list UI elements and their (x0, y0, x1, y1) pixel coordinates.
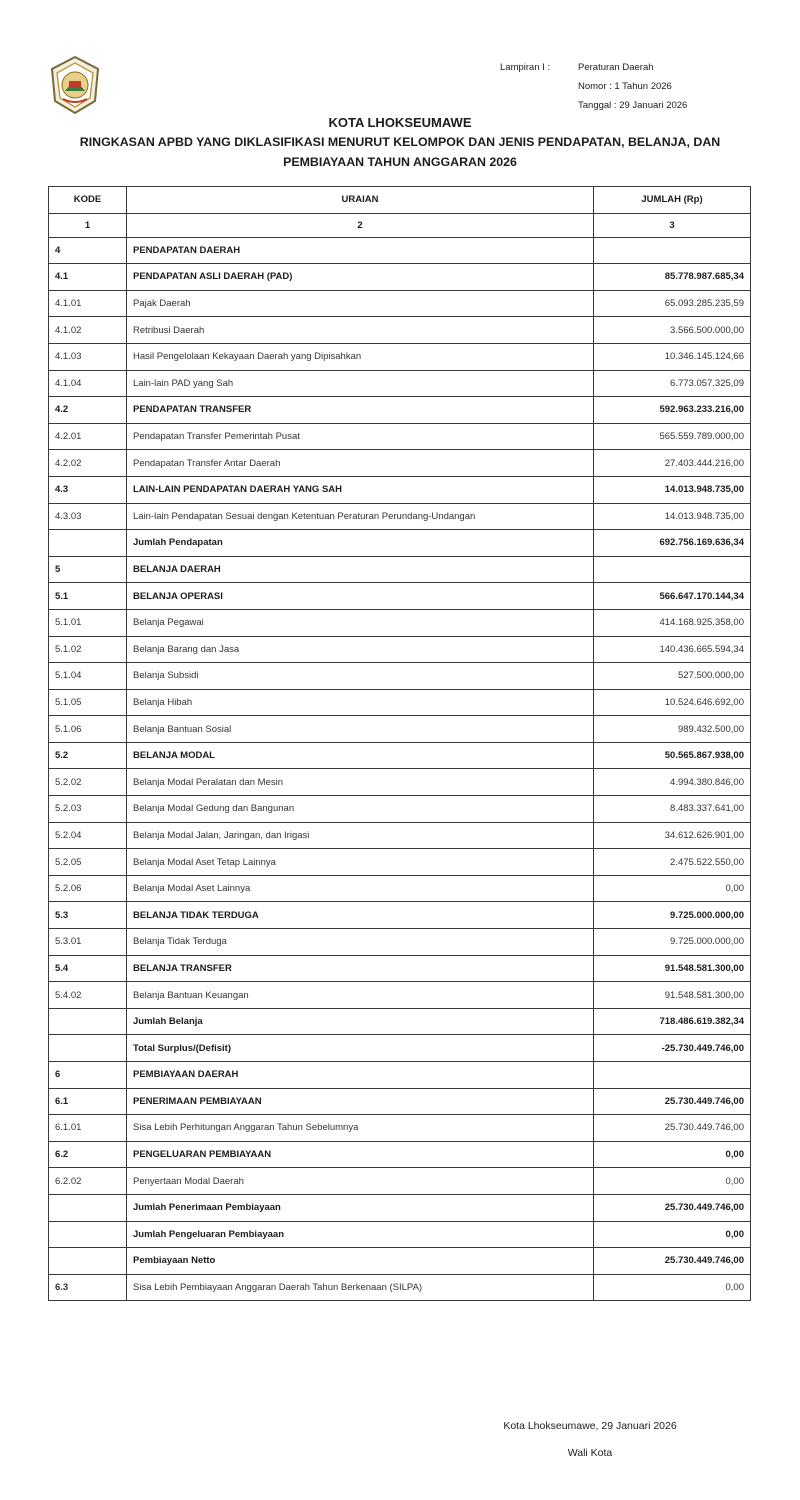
row-jumlah: 27.403.444.216,00 (594, 450, 751, 477)
row-kode: 5.4 (49, 955, 127, 982)
row-jumlah: 692.756.169.636,34 (594, 530, 751, 557)
row-jumlah: 14.013.948.735,00 (594, 503, 751, 530)
table-row (49, 1248, 751, 1275)
row-jumlah: 989.432.500,00 (594, 716, 751, 743)
table-row (49, 1274, 751, 1301)
row-jumlah: 0,00 (594, 1141, 751, 1168)
regulation-type: Peraturan Daerah (578, 62, 654, 73)
table-row (49, 370, 751, 397)
table-row (49, 822, 751, 849)
row-uraian: Belanja Modal Aset Lainnya (127, 875, 594, 902)
table-row (49, 317, 751, 344)
city-title: KOTA LHOKSEUMAWE (328, 115, 472, 130)
table-row (49, 503, 751, 530)
row-jumlah: 25.730.449.746,00 (594, 1248, 751, 1275)
row-uraian: PENDAPATAN DAERAH (127, 237, 594, 264)
table-header-row (49, 187, 751, 214)
row-jumlah: 9.725.000.000,00 (594, 929, 751, 956)
row-kode (49, 1035, 127, 1062)
row-jumlah: 0,00 (594, 1221, 751, 1248)
table-row (49, 1062, 751, 1089)
row-uraian: Jumlah Pengeluaran Pembiayaan (127, 1221, 594, 1248)
row-uraian: BELANJA MODAL (127, 742, 594, 769)
row-uraian: Belanja Barang dan Jasa (127, 636, 594, 663)
row-kode: 6 (49, 1062, 127, 1089)
row-kode: 4.1.01 (49, 290, 127, 317)
table-row (49, 955, 751, 982)
row-kode: 4.3 (49, 476, 127, 503)
row-jumlah: 25.730.449.746,00 (594, 1115, 751, 1142)
row-jumlah (594, 556, 751, 583)
row-kode: 4.3.03 (49, 503, 127, 530)
row-uraian: Belanja Modal Jalan, Jaringan, dan Irigasi (127, 822, 594, 849)
document-title-block (0, 114, 800, 172)
row-kode: 6.1.01 (49, 1115, 127, 1142)
regulation-number: Nomor : 1 Tahun 2026 (578, 81, 672, 92)
row-kode: 5.1.04 (49, 663, 127, 690)
attachment-label: Lampiran I : (500, 62, 551, 73)
row-kode: 5.3 (49, 902, 127, 929)
row-uraian: PENDAPATAN ASLI DAERAH (PAD) (127, 264, 594, 291)
row-uraian: Belanja Modal Aset Tetap Lainnya (127, 849, 594, 876)
row-uraian: Belanja Bantuan Keuangan (127, 982, 594, 1009)
row-jumlah (594, 1062, 751, 1089)
row-jumlah: -25.730.449.746,00 (594, 1035, 751, 1062)
table-row (49, 796, 751, 823)
row-kode: 6.2.02 (49, 1168, 127, 1195)
table-row (49, 583, 751, 610)
row-kode: 4 (49, 237, 127, 264)
signature-place-date: Kota Lhokseumawe, 29 Januari 2026 (503, 1420, 677, 1432)
table-row (49, 1115, 751, 1142)
row-kode: 6.1 (49, 1088, 127, 1115)
table-row (49, 769, 751, 796)
table-row (49, 264, 751, 291)
row-jumlah: 2.475.522.550,00 (594, 849, 751, 876)
row-uraian: LAIN-LAIN PENDAPATAN DAERAH YANG SAH (127, 476, 594, 503)
row-kode: 5.3.01 (49, 929, 127, 956)
city-emblem-logo (49, 55, 101, 115)
header-jumlah: JUMLAH (Rp) (594, 187, 751, 214)
table-row (49, 1194, 751, 1221)
row-kode (49, 1221, 127, 1248)
row-kode: 5.2.02 (49, 769, 127, 796)
row-jumlah: 9.725.000.000,00 (594, 902, 751, 929)
row-uraian: Pendapatan Transfer Antar Daerah (127, 450, 594, 477)
row-jumlah: 4.994.380.846,00 (594, 769, 751, 796)
table-row (49, 609, 751, 636)
row-uraian: Belanja Hibah (127, 689, 594, 716)
row-kode: 5.1.02 (49, 636, 127, 663)
row-jumlah: 10.524.646.692,00 (594, 689, 751, 716)
row-uraian: Sisa Lebih Perhitungan Anggaran Tahun Sebelumnya (127, 1115, 594, 1142)
row-kode: 5 (49, 556, 127, 583)
row-kode: 4.2.02 (49, 450, 127, 477)
table-row (49, 849, 751, 876)
row-uraian: Jumlah Belanja (127, 1008, 594, 1035)
row-kode: 5.4.02 (49, 982, 127, 1009)
table-row (49, 237, 751, 264)
row-uraian: BELANJA TIDAK TERDUGA (127, 902, 594, 929)
table-row (49, 742, 751, 769)
row-uraian: Belanja Subsidi (127, 663, 594, 690)
row-jumlah: 527.500.000,00 (594, 663, 751, 690)
row-jumlah: 14.013.948.735,00 (594, 476, 751, 503)
row-uraian: Pembiayaan Netto (127, 1248, 594, 1275)
row-jumlah: 414.168.925.358,00 (594, 609, 751, 636)
row-jumlah: 140.436.665.594,34 (594, 636, 751, 663)
row-uraian: Belanja Modal Peralatan dan Mesin (127, 769, 594, 796)
row-jumlah: 8.483.337.641,00 (594, 796, 751, 823)
table-row (49, 476, 751, 503)
row-jumlah: 91.548.581.300,00 (594, 955, 751, 982)
row-kode: 6.3 (49, 1274, 127, 1301)
row-kode: 5.2.05 (49, 849, 127, 876)
row-kode: 5.1.05 (49, 689, 127, 716)
table-row (49, 982, 751, 1009)
row-jumlah: 592.963.233.216,00 (594, 397, 751, 424)
column-number: 2 (127, 213, 594, 237)
row-uraian: Sisa Lebih Pembiayaan Anggaran Daerah Tahun Berkenaan (SILPA) (127, 1274, 594, 1301)
row-kode: 5.1.01 (49, 609, 127, 636)
row-jumlah: 25.730.449.746,00 (594, 1088, 751, 1115)
row-uraian: Pendapatan Transfer Pemerintah Pusat (127, 423, 594, 450)
row-uraian: BELANJA OPERASI (127, 583, 594, 610)
row-kode (49, 1008, 127, 1035)
row-jumlah: 10.346.145.124,66 (594, 343, 751, 370)
table-row (49, 423, 751, 450)
row-jumlah: 0,00 (594, 875, 751, 902)
row-jumlah: 0,00 (594, 1168, 751, 1195)
row-kode: 5.1 (49, 583, 127, 610)
row-kode: 4.1.03 (49, 343, 127, 370)
table-row (49, 636, 751, 663)
row-jumlah: 65.093.285.235,59 (594, 290, 751, 317)
row-uraian: Penyertaan Modal Daerah (127, 1168, 594, 1195)
document-title-line-2: PEMBIAYAAN TAHUN ANGGARAN 2026 (283, 155, 517, 169)
table-row (49, 1008, 751, 1035)
row-kode: 5.2.06 (49, 875, 127, 902)
header-kode: KODE (49, 187, 127, 214)
signatory-title: Wali Kota (567, 1447, 613, 1459)
apbd-summary-table (48, 186, 751, 1301)
row-jumlah: 0,00 (594, 1274, 751, 1301)
row-kode: 4.2.01 (49, 423, 127, 450)
row-kode (49, 1194, 127, 1221)
table-row (49, 1088, 751, 1115)
row-kode: 4.1 (49, 264, 127, 291)
row-uraian: PENDAPATAN TRANSFER (127, 397, 594, 424)
column-number: 1 (49, 213, 127, 237)
table-row (49, 290, 751, 317)
row-kode: 5.2 (49, 742, 127, 769)
table-row (49, 1035, 751, 1062)
row-jumlah: 565.559.789.000,00 (594, 423, 751, 450)
row-kode: 4.2 (49, 397, 127, 424)
table-row (49, 1168, 751, 1195)
table-row (49, 556, 751, 583)
table-row (49, 689, 751, 716)
row-jumlah: 25.730.449.746,00 (594, 1194, 751, 1221)
row-jumlah: 718.486.619.382,34 (594, 1008, 751, 1035)
table-row (49, 716, 751, 743)
row-uraian: Lain-lain Pendapatan Sesuai dengan Ketentuan Peraturan Perundang-Undangan (127, 503, 594, 530)
row-jumlah: 34.612.626.901,00 (594, 822, 751, 849)
row-uraian: PEMBIAYAAN DAERAH (127, 1062, 594, 1089)
table-row (49, 663, 751, 690)
row-uraian: Total Surplus/(Defisit) (127, 1035, 594, 1062)
row-uraian: Retribusi Daerah (127, 317, 594, 344)
row-uraian: Jumlah Pendapatan (127, 530, 594, 557)
table-row (49, 902, 751, 929)
row-kode: 4.1.04 (49, 370, 127, 397)
row-uraian: Hasil Pengelolaan Kekayaan Daerah yang Dipisahkan (127, 343, 594, 370)
row-jumlah: 566.647.170.144,34 (594, 583, 751, 610)
table-row (49, 875, 751, 902)
column-number-row (49, 213, 751, 237)
row-jumlah: 50.565.867.938,00 (594, 742, 751, 769)
table-row (49, 530, 751, 557)
regulation-date: Tanggal : 29 Januari 2026 (578, 100, 688, 111)
table-row (49, 1221, 751, 1248)
row-uraian: Belanja Tidak Terduga (127, 929, 594, 956)
row-uraian: BELANJA DAERAH (127, 556, 594, 583)
row-uraian: Belanja Bantuan Sosial (127, 716, 594, 743)
row-jumlah (594, 237, 751, 264)
table-row (49, 397, 751, 424)
row-uraian: PENGELUARAN PEMBIAYAAN (127, 1141, 594, 1168)
row-kode (49, 1248, 127, 1275)
header-uraian: URAIAN (127, 187, 594, 214)
row-jumlah: 6.773.057.325,09 (594, 370, 751, 397)
table-row (49, 343, 751, 370)
row-uraian: Belanja Pegawai (127, 609, 594, 636)
row-uraian: Lain-lain PAD yang Sah (127, 370, 594, 397)
row-kode (49, 530, 127, 557)
row-uraian: Pajak Daerah (127, 290, 594, 317)
row-jumlah: 91.548.581.300,00 (594, 982, 751, 1009)
row-kode: 6.2 (49, 1141, 127, 1168)
row-uraian: PENERIMAAN PEMBIAYAAN (127, 1088, 594, 1115)
document-title-line-1: RINGKASAN APBD YANG DIKLASIFIKASI MENURUT KELOMPOK DAN JENIS PENDAPATAN, BELANJA, DAN (79, 135, 721, 149)
column-number: 3 (594, 213, 751, 237)
row-kode: 5.2.04 (49, 822, 127, 849)
row-kode: 5.1.06 (49, 716, 127, 743)
row-uraian: BELANJA TRANSFER (127, 955, 594, 982)
table-row (49, 1141, 751, 1168)
row-jumlah: 3.566.500.000,00 (594, 317, 751, 344)
row-uraian: Belanja Modal Gedung dan Bangunan (127, 796, 594, 823)
table-row (49, 929, 751, 956)
row-jumlah: 85.778.987.685,34 (594, 264, 751, 291)
table-row (49, 450, 751, 477)
row-uraian: Jumlah Penerimaan Pembiayaan (127, 1194, 594, 1221)
row-kode: 5.2.03 (49, 796, 127, 823)
row-kode: 4.1.02 (49, 317, 127, 344)
